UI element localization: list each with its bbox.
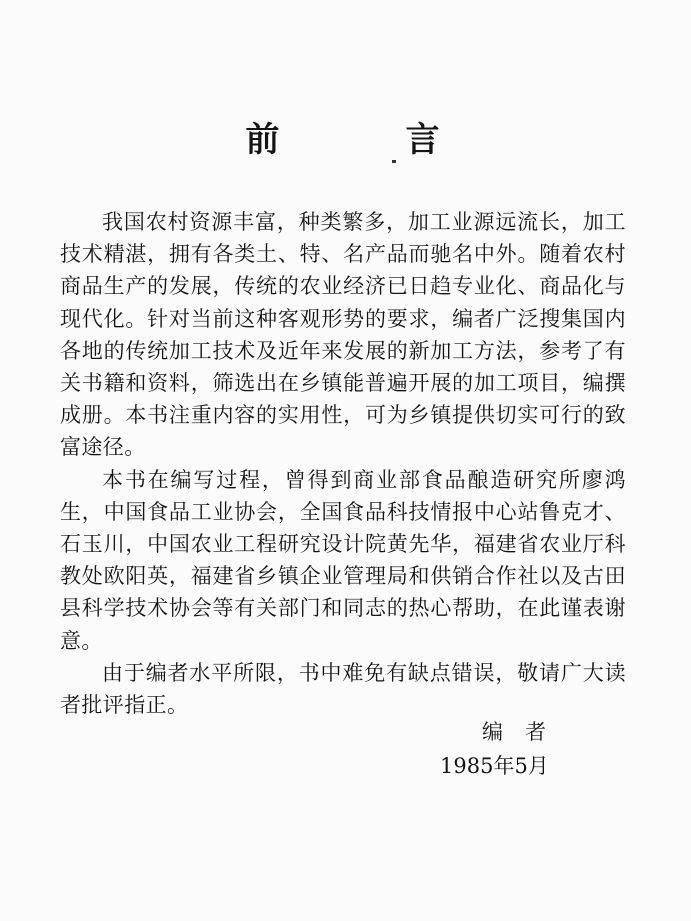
signature-author: 编者 xyxy=(482,720,568,744)
preface-body xyxy=(60,206,626,721)
paragraph-1: 我国农村资源丰富，种类繁多，加工业源远流长，加工技术精湛，拥有各类土、特、名产品而驰名中外。随着农村商品生产的发展，传统的农业经济已日趋专业化、商品化与现代化。针对当前这种客观形势的要求，编者广泛搜集国内各地的传统加工技术及近年来发展的新加工方法，参考了有关书籍和资料，筛选出在乡镇能普遍开展的加工项目，编撰成册。本书注重内容的实用性，可为乡镇提供切实可行的致富途径。 xyxy=(60,210,626,460)
page-title: 前 言 xyxy=(245,120,486,160)
paragraph-2: 本书在编写过程，曾得到商业部食品酿造研究所廖鸿生，中国食品工业协会，全国食品科技情报中心站鲁克才、石玉川，中国农业工程研究设计院黄先华，福建省农业厅科教处欧阳英，福建省乡镇企业管理局和供销合作社以及古田县科学技术协会等有关部门和同志的热心帮助，在此谨表谢意。 xyxy=(60,467,626,653)
printing-mark xyxy=(392,160,396,163)
paragraph-3: 由于编者水平所限，书中难免有缺点错误，敬请广大读者批评指正。 xyxy=(60,660,626,718)
signature-date: 1985年5月 xyxy=(440,754,549,778)
